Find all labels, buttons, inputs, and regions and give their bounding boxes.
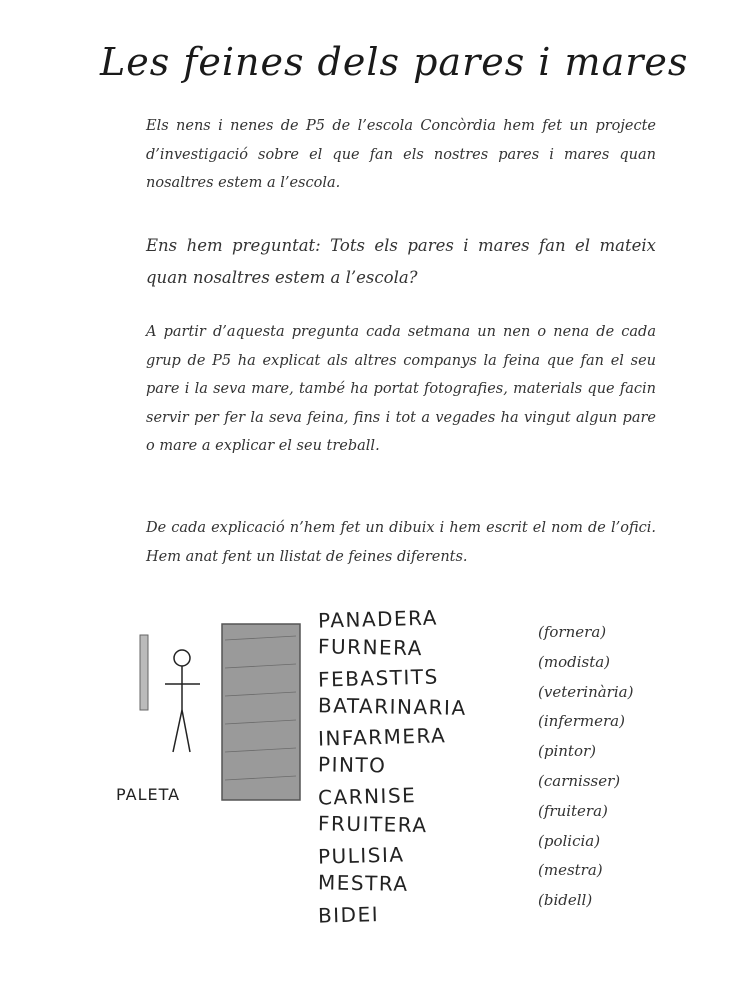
child-word: INFARMERA [317,723,447,751]
child-word: MESTRA [317,869,409,896]
correction-item: (pintor) [538,742,596,761]
page-title: Les feines dels pares i mares [100,40,689,84]
correction-item: (fornera) [538,623,607,641]
child-word: PANADERA [317,605,439,633]
correction-item: (infermera) [538,712,625,731]
child-words-list [318,604,518,929]
paragraph-intro: Els nens i nenes de P5 de l’escola Concòrdia hem fet un projecte d’investigació sobre el que fan els nostres pares i mares quan nosaltres estem a l’escola. [146,118,656,191]
paragraph-question: Ens hem preguntat: Tots els pares i mares fan el mateix quan nosaltres estem a l’escola? [146,236,656,287]
child-word: PINTO [317,751,387,777]
correction-item: (modista) [538,652,611,671]
correction-item: (veterinària) [538,682,634,701]
child-drawing [110,610,310,820]
child-word: FRUITERA [317,810,428,837]
child-word: PULISIA [317,842,405,869]
child-word: FEBASTITS [317,664,440,692]
drawing-label: PALETA [116,785,181,804]
correction-item: (policia) [538,831,601,850]
paragraph-list-intro: De cada explicació n’hem fet un dibuix i hem escrit el nom de l’ofici. Hem anat fent un llistat de feines diferents. [146,520,656,565]
child-word: CARNISE [317,783,417,810]
child-word: BIDEI [317,902,380,928]
correction-item: (carnisser) [538,771,621,790]
child-word: BATARINARIA [317,692,467,720]
correction-item: (bidell) [538,891,593,910]
paragraph-method: A partir d’aquesta pregunta cada setmana un nen o nena de cada grup de P5 ha explicat als altres companys la feina que fan el seu pare i la seva mare, també ha portat fotografies, materials que facin servir per fer la seva feina, fins i tot a vegades ha vingut algun pare o mare a explicar el seu treball. [146,324,656,454]
child-word: FURNERA [317,633,424,660]
correction-item: (mestra) [538,861,603,880]
corrections-list [538,618,678,916]
correction-item: (fruitera) [538,801,608,820]
bricklayer-drawing-icon [110,610,310,820]
